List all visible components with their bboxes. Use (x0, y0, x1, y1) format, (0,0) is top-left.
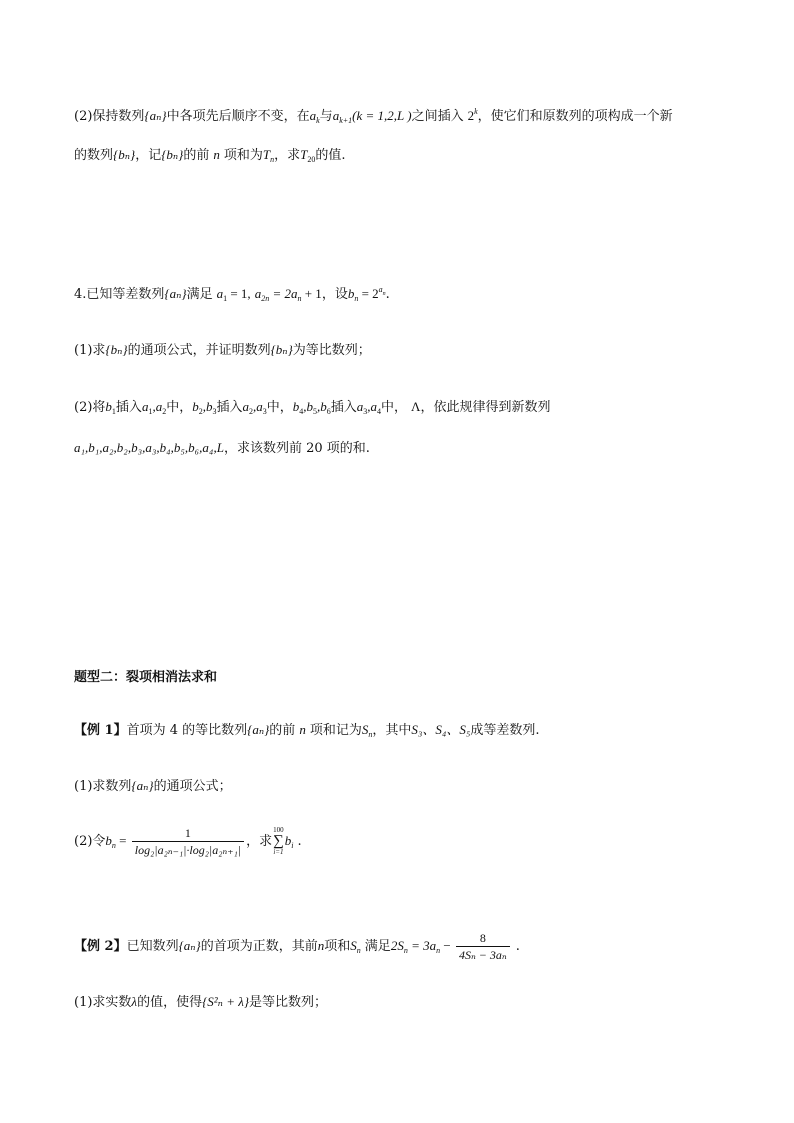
text: ，设 (321, 287, 348, 302)
k-range: (k = 1,2,L ) (352, 108, 412, 123)
text: ，求该数列前 20 项的和. (223, 441, 370, 456)
text: ，其中 (372, 723, 412, 738)
text: 为等比数列； (292, 343, 371, 358)
set-bn: {bₙ} (105, 342, 128, 357)
example1-label: 【例 1】 (74, 723, 127, 738)
terms-a1-a2: $a_1,a_2$ (141, 399, 167, 416)
problem4-part1 (74, 340, 371, 361)
text: 的首项为正数，其前 (200, 939, 318, 954)
text: 中， (266, 400, 293, 415)
problem4-part2-line1 (74, 397, 550, 418)
example1-part1 (74, 776, 232, 797)
text: ，记 (135, 148, 162, 163)
section-title: 题型二：裂项相消法求和 (74, 670, 218, 685)
text: ，依此规律得到新数列 (420, 400, 551, 415)
term-Tn: $T_n$ (262, 147, 275, 164)
text: 的值. (315, 148, 346, 163)
equation-lhs: $2S_n = 3a_n$ − (390, 938, 454, 955)
text: 满足 (364, 939, 391, 954)
var-n: n (317, 938, 325, 953)
ellipsis: Λ (411, 399, 421, 414)
fraction-bn (132, 825, 244, 858)
example2-stem (74, 926, 520, 967)
problem3-part2-line1 (74, 106, 673, 127)
text: 的前 (269, 723, 296, 738)
example1-stem (74, 720, 540, 741)
text: 的数列 (74, 148, 114, 163)
cond-a1: $a_1 = 1$, (216, 286, 251, 303)
term-ak1: $a_{k+1}$ (332, 108, 353, 125)
text: 满足 (186, 287, 213, 302)
text: 的通项公式，并证明数列 (127, 343, 271, 358)
summation (273, 826, 284, 857)
terms-a3-a4: $a_3,a_4$ (356, 399, 381, 416)
text: 与 (319, 109, 333, 124)
var-n: n (213, 147, 220, 162)
terms-a2-a3: $a_2,a_3$ (242, 399, 267, 416)
text: 中， (166, 400, 193, 415)
terms-b2-b3: $b_2,b_3$ (192, 399, 217, 416)
text: . (385, 287, 390, 302)
set-an: {aₙ} (164, 286, 187, 301)
terms-S3-S4-S5: S₃、S₄、S₅ (411, 722, 471, 737)
set-bn: {bₙ} (113, 147, 136, 162)
set-bn: {bₙ} (161, 147, 184, 162)
text: 项和记为 (309, 723, 362, 738)
text: 项和 (324, 939, 351, 954)
term-Sn: $S_n$ (350, 938, 361, 955)
sum-sigma: ∑ (273, 833, 284, 849)
text: 项和为 (223, 148, 263, 163)
text: 的前 (183, 148, 210, 163)
text: 已知数列 (126, 939, 179, 954)
term-bi: $b_i$ (284, 833, 294, 850)
text: 4.已知等差数列 (74, 287, 165, 302)
text: 插入 (330, 400, 357, 415)
set-an: {aₙ} (178, 938, 201, 953)
def-bn: $b_n$ = (105, 833, 130, 850)
var-lambda: λ (131, 994, 138, 1009)
problem4-stem (74, 284, 390, 305)
example2-label: 【例 2】 (74, 939, 127, 954)
term-Sn: $S_n$ (361, 722, 373, 739)
text: ，求 (246, 834, 273, 849)
term-T20: $T_{20}$ (300, 147, 316, 164)
fraction-numerator: 1 (184, 826, 191, 840)
text: 插入 (216, 400, 243, 415)
set-an: {aₙ} (247, 722, 270, 737)
text: . (515, 939, 520, 954)
fraction-example2 (456, 930, 510, 963)
fraction-denominator: 4Sₙ − 3aₙ (456, 946, 510, 963)
terms-b4-b5-b6: $b_4,b_5,b_6$ (292, 399, 331, 416)
cond-a2n: $a_{2n} = 2a_n + 1$ (254, 286, 322, 303)
text: 插入 (115, 400, 142, 415)
power-2k: 2$^k$ (467, 107, 478, 123)
problem4-part2-line2 (74, 438, 370, 459)
text: (1)求实数 (74, 995, 132, 1010)
problem3-part2-line2 (74, 145, 346, 166)
set-bn: {bₙ} (270, 342, 293, 357)
sum-upper: 100 (273, 826, 284, 834)
example2-part1 (74, 992, 327, 1013)
text: 的通项公式； (153, 779, 232, 794)
text: 之间插入 (411, 109, 464, 124)
set-Sn2-lambda: {S²ₙ + λ} (202, 994, 250, 1009)
new-sequence: a₁,b₁,a₂,b₂,b₃,a₃,b₄,b₅,b₆,a₄,L (74, 440, 224, 455)
set-an: {aₙ} (131, 778, 154, 793)
var-n: n (299, 722, 306, 737)
text: . (297, 834, 302, 849)
term-ak: $a_k$ (309, 108, 320, 125)
def-bn: $b_n = 2^{a_n}$ (347, 285, 386, 303)
text: 中各项先后顺序不变，在 (166, 109, 310, 124)
text: (2)令 (74, 834, 106, 849)
text: 成等差数列. (470, 723, 540, 738)
text: 是等比数列； (249, 995, 328, 1010)
example1-part2 (74, 821, 302, 862)
fraction-denominator: log₂|a₂ₙ₋₁|·log₂|a₂ₙ₊₁| (132, 841, 244, 858)
sum-lower: i=1 (273, 848, 284, 856)
text: (2)将 (74, 400, 106, 415)
term-b1: $b_1$ (105, 399, 116, 416)
fraction-numerator: 8 (479, 931, 486, 945)
text: 中， (381, 400, 408, 415)
text: 的值，使得 (137, 995, 203, 1010)
text: 首项为 4 的等比数列 (126, 723, 248, 738)
text: (1)求 (74, 343, 106, 358)
text: (2)保持数列 (74, 109, 145, 124)
text: (1)求数列 (74, 779, 132, 794)
set-an: {aₙ} (144, 108, 167, 123)
text: ，使它们和原数列的项构成一个新 (477, 109, 673, 124)
text: ，求 (274, 148, 301, 163)
